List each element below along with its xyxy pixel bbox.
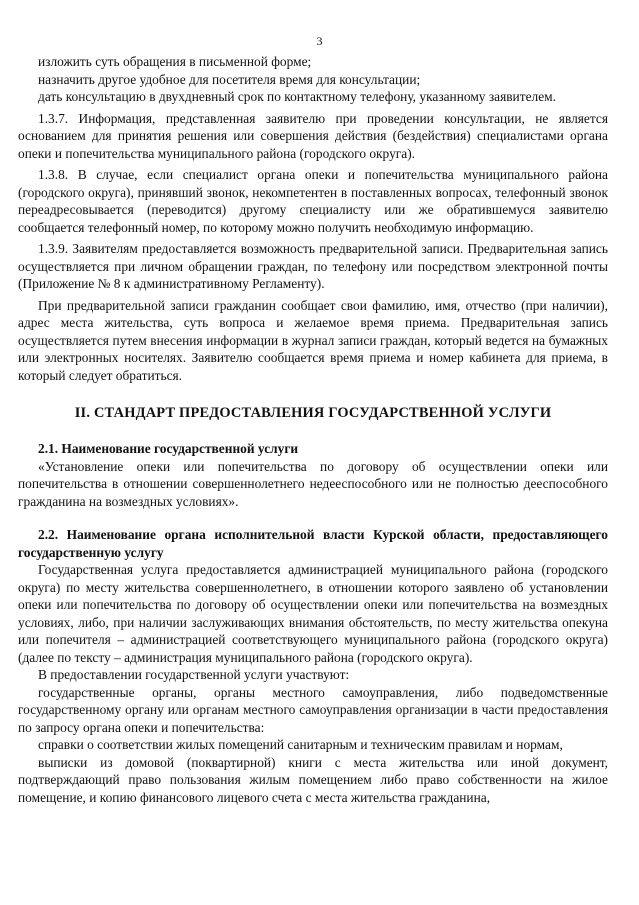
paragraph-1-3-9: 1.3.9. Заявителям предоставляется возможность предварительной записи. Предварительная запись осуществляется при личном обращении граждан, по телефону или посредством электронной почты (Приложение № 8 к административному Регламенту). [18, 241, 608, 291]
subsection-2-2-title: 2.2. Наименование органа исполнительной власти Курской области, предоставляющего государственную услугу [18, 527, 608, 560]
document-body [18, 53, 608, 806]
page-number: 3 [316, 34, 323, 48]
paragraph-1-3-7: 1.3.7. Информация, представленная заявителю при проведении консультации, не является основанием для принятия решения или совершения действия (бездействия) специалистами органа опеки и попечительства муниципального района (городского округа). [18, 110, 608, 161]
participants-organizations: государственные органы, органы местного самоуправления, либо подведомственные государственному органу или органам местного самоуправления организации в части предоставления по запросу органа опеки и попечительства: [18, 684, 608, 735]
intro-line-1: изложить суть обращения в письменной форме; [38, 54, 312, 69]
subsection-2-1-title: 2.1. Наименование государственной услуги [38, 441, 299, 456]
intro-line-2: назначить другое удобное для посетителя время для консультации; [38, 71, 421, 87]
paragraph-1-3-8: 1.3.8. В случае, если специалист органа опеки и попечительства муниципального района (городского округа), принявший звонок, некомпетентен в поставленных вопросах, телефонный звонок переадресовывается (переводится) другому специалисту или же обратившемуся заявителю сообщается телефонный номер, по которому можно получить необходимую информацию. [18, 167, 608, 235]
participants-extract: выписки из домовой (поквартирной) книги с места жительства или иной документ, подтверждающий право пользования жилым помещением либо право собственности на жилое помещение, и копию финансового лицевого счета с места жительства гражданина, [18, 754, 608, 805]
participants-intro: В предоставлении государственной услуги участвуют: [38, 667, 350, 682]
paragraph-preliminary-record: При предварительной записи гражданин сообщает свои фамилию, имя, отчество (при наличии), адрес места жительства, суть вопроса и желаемое время приема. Предварительная запись осуществляется путем внесения информации в журнал записи граждан, который ведется на бумажных или электронных носителях. Заявителю сообщается время приема и номер кабинета для приема, в который следует обратиться. [18, 297, 608, 383]
subsection-2-2-text: Государственная услуга предоставляется администрацией муниципального района (городского округа) по месту жительства совершеннолетнего, в отношении которого заявлено об установлении опеки или попечительства по договору об осуществлении опеки или попечительства на возмездных условиях, либо, при наличии заслуживающих внимания обстоятельств, по месту жительства опекуна или попечителя – администрацией соответствующего муниципального района (городского округа) (далее по тексту – администрация муниципального района (городского округа). [18, 562, 608, 665]
subsection-2-1-text: «Установление опеки или попечительства по договору об осуществлении опеки или попечительства в отношении совершеннолетнего недееспособного или не полностью дееспособного гражданина на возмездных условиях». [18, 458, 608, 509]
participants-certificate: справки о соответствии жилых помещений санитарным и техническим правилам и нормам, [38, 737, 563, 752]
intro-line-3: дать консультацию в двухдневный срок по контактному телефону, указанному заявителем. [38, 89, 556, 104]
section-title: II. СТАНДАРТ ПРЕДОСТАВЛЕНИЯ ГОСУДАРСТВЕННОЙ УСЛУГИ [74, 405, 552, 421]
